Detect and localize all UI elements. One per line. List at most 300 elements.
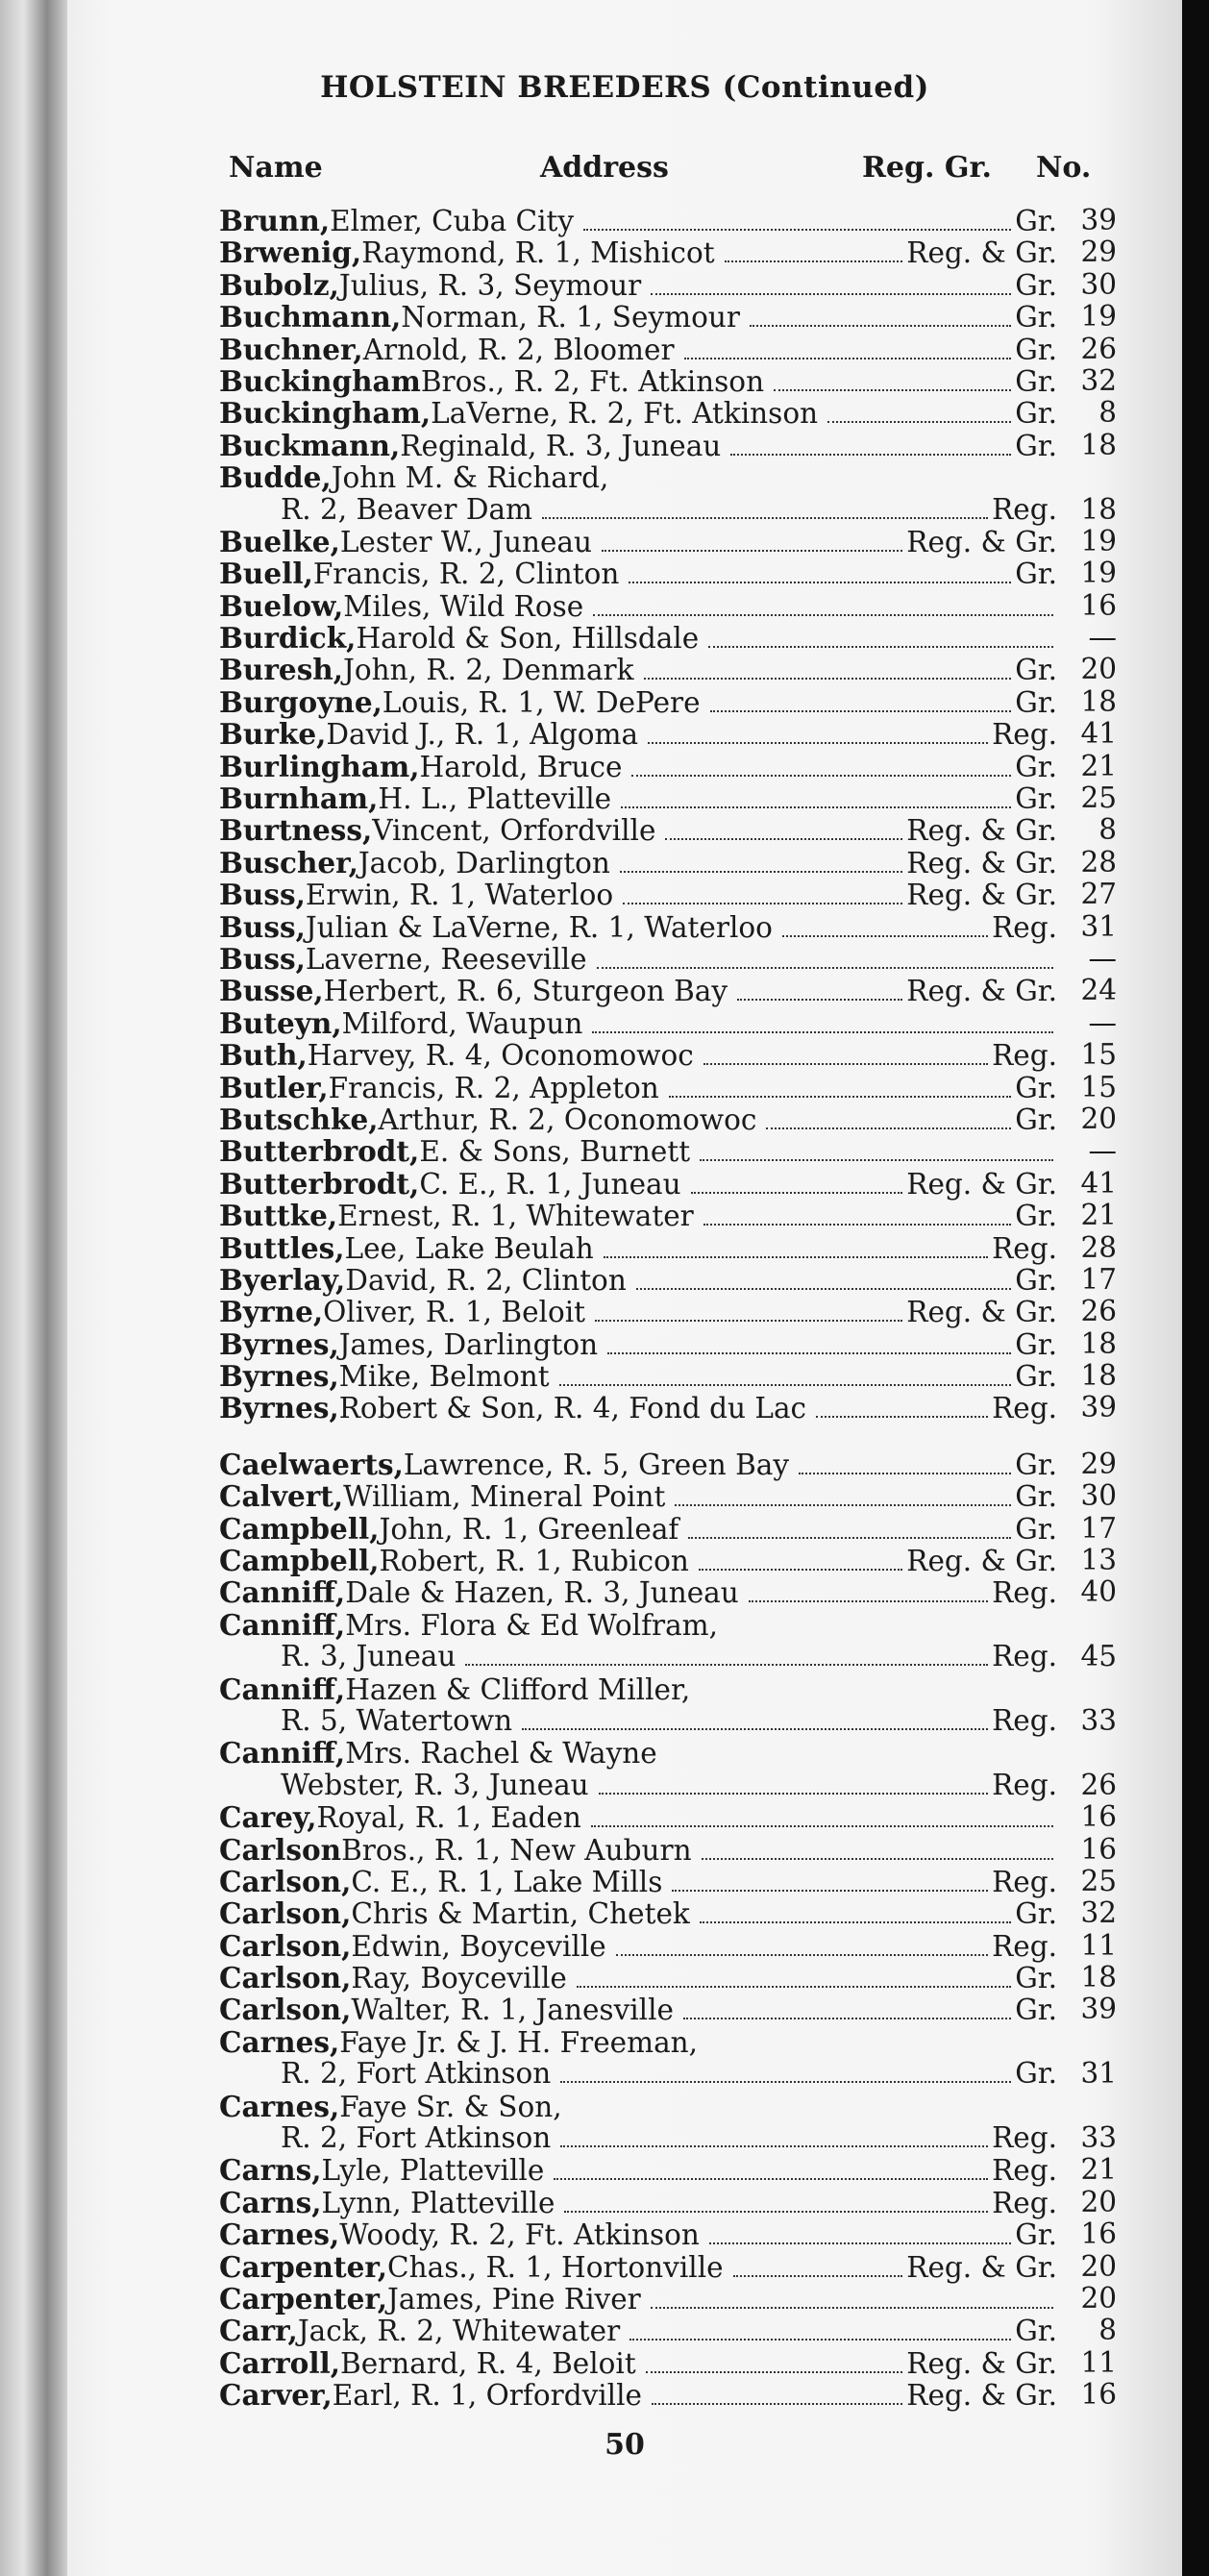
dot-leader	[623, 903, 902, 904]
breeder-surname: Butterbrodt,	[219, 1134, 420, 1169]
herd-size-number: 28	[1080, 1230, 1117, 1264]
entry-text	[281, 1705, 1057, 1739]
breeder-name-address: C. E., R. 1, Juneau	[419, 1167, 681, 1201]
herd-size-number: 16	[1080, 588, 1117, 622]
breeder-name-address: John M. & Richard,	[331, 461, 609, 495]
breeder-surname: Canniff,	[219, 1736, 346, 1771]
entry-text	[219, 430, 1057, 464]
herd-size-number: 29	[1080, 235, 1117, 269]
entry-text	[219, 782, 1057, 817]
entry-text	[219, 1994, 1057, 2028]
breeder-surname: Carnes,	[219, 2024, 340, 2059]
breeder-name-address: Bernard, R. 4, Beloit	[340, 2346, 636, 2380]
breeder-surname: Burnham,	[219, 781, 379, 816]
dot-leader	[591, 1825, 1053, 1827]
registration-status: Gr.	[1015, 1102, 1057, 1136]
breeder-entry	[67, 557, 1182, 589]
breeder-entry	[67, 1962, 1182, 1994]
entry-continuation-line	[67, 1705, 1182, 1737]
herd-size-number: 13	[1080, 1544, 1117, 1577]
breeder-name-address: Mike, Belmont	[338, 1360, 550, 1394]
breeder-surname: Buteyn,	[219, 1005, 342, 1040]
dot-leader	[703, 1224, 1011, 1226]
registration-status: Reg.	[992, 1640, 1057, 1673]
breeder-surname: Buelke,	[219, 524, 340, 558]
entry-text	[219, 718, 1057, 753]
breeder-name-address: Edwin, Boyceville	[351, 1929, 606, 1963]
book-spine	[0, 0, 67, 2576]
herd-size-number: 41	[1080, 717, 1117, 751]
entry-text	[281, 2122, 1057, 2156]
breeder-surname: Burtness,	[219, 813, 373, 848]
entry-text	[219, 1007, 1057, 1042]
breeder-surname: Carlson,	[219, 1864, 352, 1898]
breeder-address-continued: Webster, R. 3, Juneau	[281, 1768, 589, 1801]
breeder-surname: Butler,	[219, 1070, 329, 1104]
entry-text	[219, 1737, 1057, 1770]
registration-status: Gr.	[1015, 1962, 1057, 1995]
registration-status: Gr.	[1015, 750, 1057, 783]
entry-text	[219, 365, 1057, 400]
entry-text	[219, 1897, 1057, 1932]
breeder-entry	[67, 526, 1182, 557]
dot-leader	[782, 935, 988, 937]
registration-status: Gr.	[1015, 1200, 1057, 1233]
breeder-surname: Byrne,	[219, 1295, 324, 1329]
entry-text	[281, 494, 1057, 528]
registration-status: Gr.	[1015, 654, 1057, 687]
entry-text	[219, 1296, 1057, 1330]
breeder-name-address: Royal, R. 1, Eaden	[316, 1801, 581, 1835]
breeder-entry	[67, 1897, 1182, 1929]
entry-text	[219, 1513, 1057, 1548]
entry-text	[219, 2154, 1057, 2189]
dot-leader	[597, 967, 1053, 969]
breeder-name-address: Raymond, R. 1, Mishicot	[361, 236, 715, 270]
breeder-surname: Brunn,	[219, 204, 331, 237]
entry-text	[219, 654, 1057, 688]
herd-size-number: 20	[1080, 1102, 1117, 1135]
entry-text	[219, 1962, 1057, 1996]
breeder-entry	[67, 1930, 1182, 1962]
breeder-name-address: Harold & Son, Hillsdale	[356, 622, 700, 656]
registration-status: Gr.	[1015, 429, 1057, 462]
breeder-surname: Buchner,	[219, 332, 363, 366]
breeder-name-address: Miles, Wild Rose	[343, 589, 584, 623]
herd-size-number: 20	[1080, 2185, 1117, 2218]
breeder-entry	[67, 943, 1182, 975]
dot-leader	[774, 389, 1011, 391]
breeder-name-address: Ernest, R. 1, Whitewater	[337, 1200, 694, 1233]
registration-status: Gr.	[1015, 333, 1057, 366]
herd-size-number: 31	[1080, 2057, 1117, 2091]
entry-text	[219, 1232, 1057, 1267]
dot-leader	[522, 1728, 988, 1730]
breeder-surname: Butterbrodt,	[219, 1166, 420, 1201]
breeder-entry	[67, 2154, 1182, 2186]
breeder-name-address: John, R. 1, Greenleaf	[379, 1512, 679, 1546]
breeder-entry	[67, 334, 1182, 365]
herd-size-number: 16	[1080, 2217, 1117, 2251]
breeder-surname: Buresh,	[219, 653, 344, 687]
herd-size-number: 20	[1080, 2282, 1117, 2315]
dot-leader	[703, 1063, 988, 1065]
registration-status: Reg.	[992, 1929, 1057, 1963]
registration-status: Reg. & Gr.	[906, 814, 1057, 848]
breeder-entry	[67, 686, 1182, 718]
dot-leader	[564, 2211, 988, 2213]
herd-size-number: 18	[1080, 1326, 1117, 1360]
herd-size-number: 8	[1098, 813, 1117, 847]
breeder-name-address: Erwin, R. 1, Waterloo	[305, 879, 614, 912]
entry-text	[219, 2026, 1057, 2059]
entry-text	[281, 1770, 1057, 1803]
breeder-surname: Buscher,	[219, 845, 358, 879]
dot-leader	[560, 2081, 1011, 2083]
entry-text	[219, 1360, 1057, 1395]
breeder-surname: Carns,	[219, 2153, 322, 2188]
entry-text	[219, 1392, 1057, 1426]
breeder-surname: Carlson,	[219, 1928, 352, 1963]
entry-text	[219, 1135, 1057, 1170]
breeder-entry	[67, 1296, 1182, 1327]
registration-status: Reg.	[992, 1865, 1057, 1898]
registration-status: Reg.	[992, 910, 1057, 944]
breeder-name-address: Lawrence, R. 5, Green Bay	[403, 1448, 790, 1481]
breeder-entry	[67, 590, 1182, 622]
entry-text	[219, 1673, 1057, 1706]
breeder-entry	[67, 1737, 1182, 1769]
entry-continuation-line	[67, 2058, 1182, 2090]
breeder-name-address: David, R. 2, Clinton	[345, 1263, 627, 1297]
registration-status: Reg.	[992, 492, 1057, 526]
registration-status: Reg.	[992, 2186, 1057, 2219]
registration-status: Gr.	[1015, 1448, 1057, 1481]
registration-status: Reg.	[992, 1039, 1057, 1073]
breeder-name-address: Vincent, Orfordville	[372, 814, 656, 848]
breeder-entry	[67, 2251, 1182, 2283]
entry-text	[219, 1834, 1057, 1869]
breeder-surname: Byrnes,	[219, 1391, 339, 1425]
dot-leader	[669, 1096, 1011, 1098]
herd-size-number: 27	[1080, 878, 1117, 911]
dot-leader	[607, 1352, 1011, 1354]
entry-text	[219, 590, 1057, 625]
dot-leader	[725, 260, 903, 262]
dot-leader	[629, 582, 1011, 583]
entry-text	[219, 2091, 1057, 2123]
breeder-name-address: Harold, Bruce	[419, 750, 623, 783]
breeder-name-address: Francis, R. 2, Appleton	[328, 1071, 659, 1104]
registration-status: Gr.	[1015, 268, 1057, 302]
herd-size-number: 11	[1080, 2345, 1117, 2379]
registration-status: Gr.	[1015, 1071, 1057, 1104]
breeder-entry	[67, 1673, 1182, 1705]
dot-leader	[684, 358, 1012, 359]
dot-leader	[651, 2307, 1053, 2309]
herd-size-number: 15	[1080, 1070, 1117, 1103]
breeder-name-address: Julian & LaVerne, R. 1, Waterloo	[305, 910, 773, 944]
herd-size-number: 16	[1080, 2378, 1117, 2412]
herd-size-number: 45	[1080, 1640, 1117, 1673]
breeder-entry	[67, 1801, 1182, 1833]
entry-text	[219, 2187, 1057, 2221]
breeder-entry	[67, 1264, 1182, 1296]
registration-status: Reg.	[992, 1231, 1057, 1265]
dot-leader	[559, 1384, 1012, 1386]
breeder-surname: Calvert,	[219, 1479, 344, 1514]
breeder-name-address: Chris & Martin, Chetek	[351, 1897, 690, 1931]
herd-size-number: 8	[1098, 396, 1117, 430]
breeder-surname: Carlson,	[219, 1961, 352, 1995]
breeder-name-address: Robert & Son, R. 4, Fond du Lac	[338, 1392, 807, 1425]
breeder-name-address: James, Pine River	[387, 2283, 641, 2316]
entry-text	[219, 2283, 1057, 2317]
breeder-entry	[67, 1609, 1182, 1641]
herd-size-number: 21	[1080, 1199, 1117, 1232]
entry-text	[219, 879, 1057, 913]
herd-size-number: 19	[1080, 300, 1117, 334]
herd-size-number: 26	[1080, 1768, 1117, 1801]
herd-size-number: 15	[1080, 1038, 1117, 1072]
page-title: HOLSTEIN BREEDERS (Continued)	[320, 70, 929, 105]
breeder-address-continued: R. 2, Beaver Dam	[281, 492, 533, 526]
dot-leader	[766, 1127, 1011, 1129]
column-header-reg-gr: Reg. Gr.	[862, 151, 992, 185]
herd-size-number: —	[1088, 1134, 1117, 1168]
dot-leader	[672, 1890, 988, 1892]
entry-text	[219, 334, 1057, 368]
breeder-name-address: Woody, R. 2, Ft. Atkinson	[339, 2218, 700, 2252]
breeder-surname: Carver,	[219, 2378, 333, 2413]
breeder-surname: Caelwaerts,	[219, 1447, 404, 1481]
breeder-surname: Carpenter,	[219, 2249, 388, 2284]
breeder-name-address: Lee, Lake Beulah	[344, 1231, 594, 1265]
breeder-surname: Carnes,	[219, 2217, 340, 2252]
breeder-name-address: Jacob, Darlington	[358, 846, 610, 879]
entry-text	[219, 397, 1057, 432]
dot-leader	[651, 293, 1011, 295]
breeder-surname: Canniff,	[219, 1672, 346, 1706]
herd-size-number: 25	[1080, 1864, 1117, 1897]
herd-size-number: 18	[1080, 428, 1117, 461]
breeder-entry	[67, 205, 1182, 236]
breeder-name-address: Louis, R. 1, W. DePere	[382, 685, 701, 719]
dot-leader	[593, 614, 1053, 616]
herd-size-number: 20	[1080, 2249, 1117, 2283]
dot-leader	[710, 710, 1012, 712]
herd-size-number: —	[1088, 1005, 1117, 1039]
breeder-surname: Canniff,	[219, 1607, 346, 1642]
breeder-entry	[67, 2315, 1182, 2346]
entry-text	[219, 1609, 1057, 1642]
breeder-entry	[67, 1576, 1182, 1608]
dot-leader	[577, 1986, 1011, 1988]
column-header-no: No.	[1036, 151, 1092, 185]
herd-size-number: 26	[1080, 1295, 1117, 1328]
dot-leader	[616, 1954, 988, 1956]
herd-size-number: 21	[1080, 749, 1117, 782]
breeder-surname: Carroll,	[219, 2345, 341, 2380]
dot-leader	[465, 1664, 988, 1666]
herd-size-number: 40	[1080, 1575, 1117, 1609]
breeder-surname: Buckmann,	[219, 428, 401, 462]
directory-page	[67, 0, 1182, 2576]
breeder-entry	[67, 1232, 1182, 1264]
breeder-name-address: Julius, R. 3, Seymour	[338, 268, 642, 302]
breeder-surname: Byrnes,	[219, 1326, 339, 1361]
breeder-name-address: Faye Jr. & J. H. Freeman,	[339, 2025, 699, 2059]
breeder-surname: Buttke,	[219, 1199, 338, 1233]
entry-text	[219, 847, 1057, 881]
dot-leader	[733, 2275, 903, 2277]
breeder-name-address: Jack, R. 2, Whitewater	[297, 2315, 621, 2348]
herd-size-number: 32	[1080, 363, 1117, 397]
breeder-name-address: Lester W., Juneau	[339, 525, 592, 558]
entry-text	[281, 1641, 1057, 1674]
breeder-name-address: Bros., R. 1, New Auburn	[341, 1833, 692, 1867]
herd-size-number: 18	[1080, 684, 1117, 718]
entry-text	[219, 1545, 1057, 1579]
registration-status: Gr.	[1015, 301, 1057, 334]
breeder-name-address: Bros., R. 2, Ft. Atkinson	[420, 364, 765, 398]
page-edge-shadow	[1182, 0, 1209, 2576]
breeder-entry	[67, 461, 1182, 493]
registration-status: Gr.	[1015, 1994, 1057, 2027]
registration-status: Gr.	[1015, 1360, 1057, 1394]
breeder-entry	[67, 911, 1182, 943]
breeder-surname: Carpenter,	[219, 2282, 388, 2316]
entry-text	[219, 236, 1057, 271]
breeder-surname: Budde,	[219, 460, 332, 495]
breeder-name-address: Ray, Boyceville	[351, 1962, 567, 1995]
breeder-entry	[67, 2187, 1182, 2218]
column-header-address: Address	[540, 151, 669, 185]
breeder-entry	[67, 2218, 1182, 2250]
dot-leader	[709, 2242, 1011, 2244]
breeder-name-address: John, R. 2, Denmark	[343, 654, 634, 687]
breeder-name-address: E. & Sons, Burnett	[419, 1135, 691, 1169]
registration-status: Reg. & Gr.	[906, 1167, 1057, 1201]
dot-leader	[799, 1473, 1011, 1474]
herd-size-number: 19	[1080, 524, 1117, 557]
breeder-entry	[67, 236, 1182, 268]
dot-leader	[708, 646, 1053, 648]
breeder-entry	[67, 1360, 1182, 1392]
herd-size-number: —	[1088, 941, 1117, 975]
herd-size-number: 18	[1080, 492, 1117, 526]
entry-text	[219, 1930, 1057, 1965]
breeder-name-address: C. E., R. 1, Lake Mills	[351, 1865, 663, 1898]
herd-size-number: 28	[1080, 845, 1117, 879]
dot-leader	[827, 421, 1011, 423]
entry-text	[219, 205, 1057, 239]
dot-leader	[652, 2403, 902, 2405]
breeder-surname: Buttles,	[219, 1230, 345, 1265]
breeder-name-address: Mrs. Flora & Ed Wolfram,	[345, 1608, 719, 1642]
herd-size-number: 39	[1080, 1993, 1117, 2026]
breeder-entry	[67, 1328, 1182, 1360]
dot-leader	[665, 838, 902, 840]
breeder-surname: Brwenig,	[219, 235, 362, 270]
breeder-surname: Carlson,	[219, 1993, 352, 2027]
herd-size-number: 33	[1080, 1703, 1117, 1737]
dot-leader	[644, 678, 1012, 680]
breeder-surname: Byerlay,	[219, 1262, 346, 1297]
breeder-name-address: Harvey, R. 4, Oconomowoc	[307, 1039, 694, 1073]
dot-leader	[688, 1537, 1011, 1539]
breeder-surname: Campbell,	[219, 1511, 380, 1546]
breeder-name-address: Arthur, R. 2, Oconomowoc	[378, 1102, 757, 1136]
breeder-entry	[67, 2091, 1182, 2122]
registration-status: Gr.	[1015, 205, 1057, 237]
herd-size-number: 17	[1080, 1262, 1117, 1296]
breeder-address-continued: R. 2, Fort Atkinson	[281, 2057, 552, 2091]
dot-leader	[700, 1159, 1053, 1161]
breeder-surname: Burgoyne,	[219, 684, 382, 719]
breeder-entry	[67, 1039, 1182, 1071]
breeder-name-address: Hazen & Clifford Miller,	[345, 1672, 691, 1706]
breeder-entry	[67, 269, 1182, 301]
entry-text	[219, 1328, 1057, 1363]
entry-text	[219, 1866, 1057, 1900]
herd-size-number: 18	[1080, 1359, 1117, 1393]
dot-leader	[636, 1288, 1011, 1290]
entry-text	[219, 1449, 1057, 1483]
registration-status: Gr.	[1015, 685, 1057, 719]
breeder-name-address: Chas., R. 1, Hortonville	[387, 2250, 724, 2284]
entry-text	[219, 622, 1057, 656]
dot-leader	[691, 1192, 903, 1194]
entry-text	[219, 2315, 1057, 2349]
dot-leader	[646, 2371, 903, 2373]
entry-text	[219, 1103, 1057, 1138]
registration-status: Gr.	[1015, 397, 1057, 431]
breeder-name-address: Norman, R. 1, Seymour	[401, 301, 740, 334]
dot-leader	[542, 517, 988, 519]
breeder-entry	[67, 1392, 1182, 1424]
breeder-name-address: Mrs. Rachel & Wayne	[345, 1737, 657, 1771]
breeder-surname: Burdick,	[219, 621, 357, 656]
herd-size-number: 16	[1080, 1800, 1117, 1834]
registration-status: Gr.	[1015, 364, 1057, 398]
breeder-entry	[67, 1200, 1182, 1231]
entry-text	[219, 1264, 1057, 1299]
entry-text	[219, 2218, 1057, 2253]
breeder-entry	[67, 751, 1182, 782]
breeder-entry	[67, 1072, 1182, 1103]
breeder-surname: Buchmann,	[219, 300, 402, 334]
herd-size-number: 39	[1080, 1391, 1117, 1424]
entry-text	[219, 1576, 1057, 1611]
herd-size-number: 31	[1080, 909, 1117, 943]
registration-status: Gr.	[1015, 2218, 1057, 2252]
breeder-entry	[67, 654, 1182, 685]
breeder-entry	[67, 2347, 1182, 2379]
breeder-entry	[67, 301, 1182, 333]
breeder-name-address: Oliver, R. 1, Beloit	[323, 1296, 586, 1329]
breeder-entry	[67, 1103, 1182, 1135]
breeder-surname: Busse,	[219, 974, 324, 1008]
breeder-entry	[67, 1135, 1182, 1167]
breeder-name-address: Arnold, R. 2, Bloomer	[362, 333, 675, 366]
herd-size-number: 8	[1098, 2314, 1117, 2347]
registration-status: Reg.	[992, 1703, 1057, 1737]
herd-size-number: 39	[1080, 204, 1117, 236]
breeder-address-continued: R. 5, Watertown	[281, 1703, 513, 1737]
breeder-surname: Bubolz,	[219, 267, 339, 302]
dot-leader	[583, 229, 1011, 231]
